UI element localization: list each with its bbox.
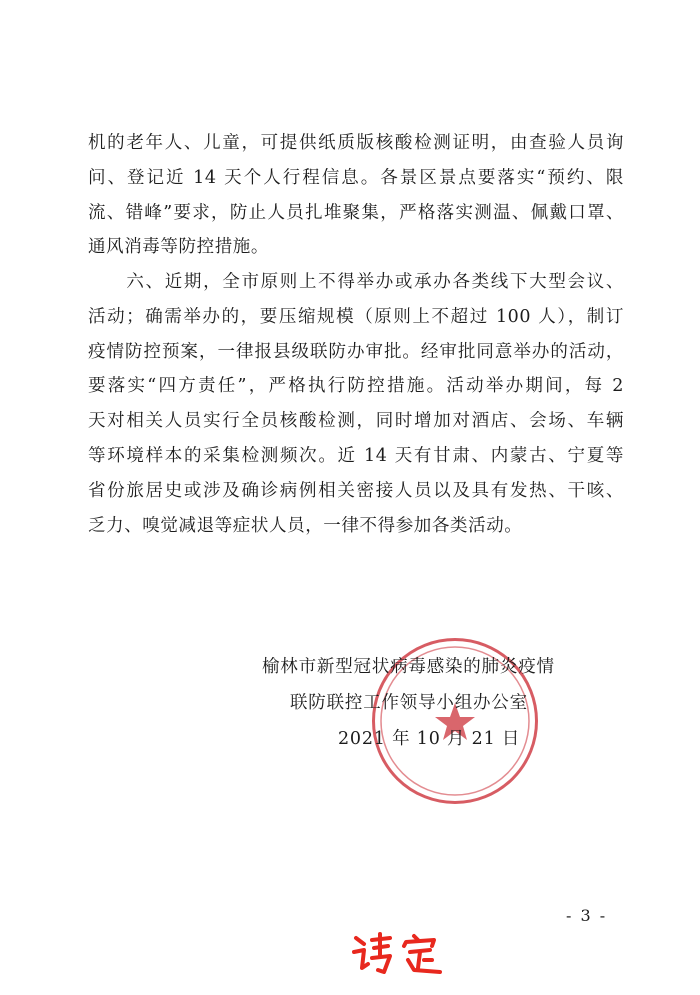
- paragraph-line: 疫情防控预案，一律报县级联防办审批。经审批同意举办的活动，: [88, 341, 624, 362]
- paragraph-line: 流、错峰”要求，防止人员扎堆聚集，严格落实测温、佩戴口罩、: [88, 202, 624, 223]
- paragraph-line: 要落实“四方责任”，严格执行防控措施。活动举办期间，每 2: [88, 376, 624, 397]
- paragraph-line: 省份旅居史或涉及确诊病例相关密接人员以及具有发热、干咳、: [88, 480, 624, 501]
- signature-org-line-1: 榆林市新型冠状病毒感染的肺炎疫情: [262, 657, 555, 677]
- paragraph-line: 乏力、嗅觉减退等症状人员，一律不得参加各类活动。: [88, 515, 523, 536]
- paragraph-line: 通风消毒等防控措施。: [88, 237, 269, 258]
- handwritten-mark: [350, 930, 470, 980]
- handwritten-mark-graphic: [350, 930, 470, 980]
- paragraph-2: [88, 265, 624, 543]
- paragraph-line: 天对相关人员实行全员核酸检测，同时增加对酒店、会场、车辆: [88, 411, 624, 432]
- paragraph-1: [88, 126, 624, 265]
- paragraph-line: 活动；确需举办的，要压缩规模（原则上不超过 100 人），制订: [88, 306, 624, 327]
- paragraph-line: 等环境样本的采集检测频次。近 14 天有甘肃、内蒙古、宁夏等: [88, 445, 624, 466]
- paragraph-line: 六、近期，全市原则上不得举办或承办各类线下大型会议、: [88, 272, 624, 292]
- signature-date: 2021 年 10 月 21 日: [338, 729, 521, 749]
- page-number: - 3 -: [566, 906, 608, 925]
- paragraph-line: 问、登记近 14 天个人行程信息。各景区景点要落实“预约、限: [88, 167, 624, 188]
- signature-org-line-2: 联防联控工作领导小组办公室: [290, 693, 528, 713]
- paragraph-line: 机的老年人、儿童，可提供纸质版核酸检测证明，由查验人员询: [88, 133, 624, 153]
